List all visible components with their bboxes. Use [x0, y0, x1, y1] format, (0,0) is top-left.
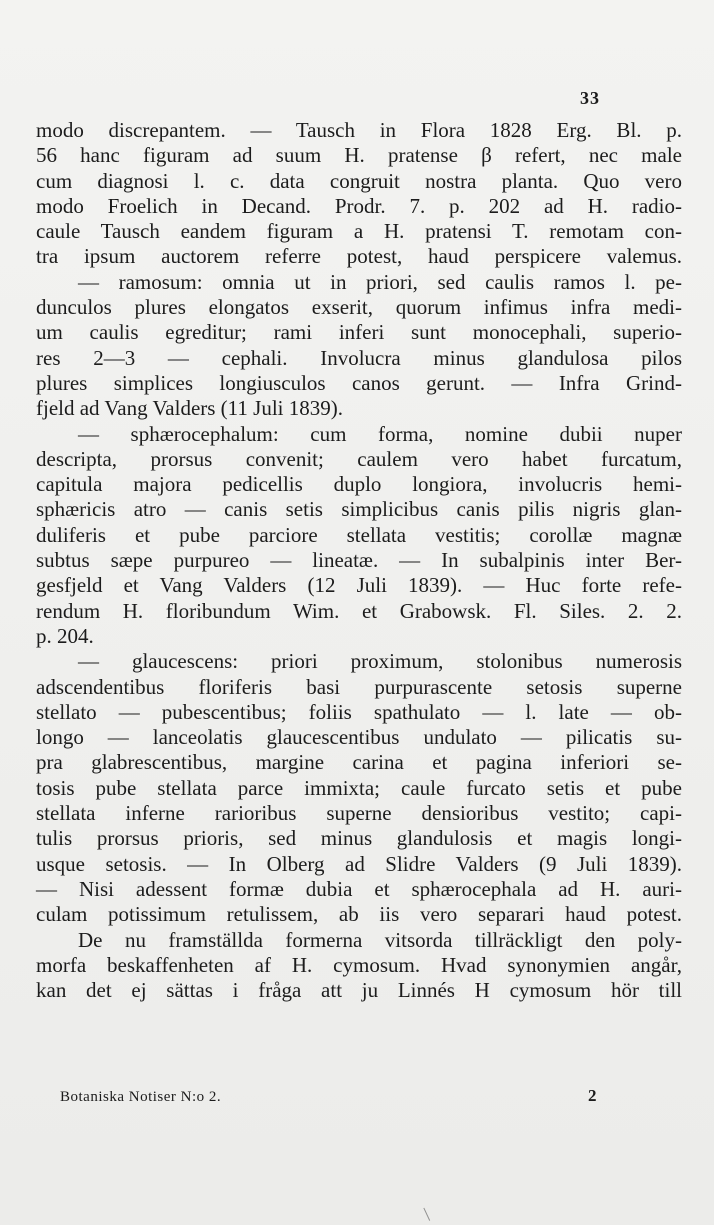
- text-line: usque setosis. — In Olberg ad Slidre Valders (9 Juli 1839).: [36, 851, 682, 876]
- text-line: longo — lanceolatis glaucescentibus undulato — pilicatis su-: [36, 725, 682, 750]
- text-line: pra glabrescentibus, margine carina et pagina inferiori se-: [36, 750, 682, 775]
- text-line: dunculos plures elongatos exserit, quorum infimus infra medi-: [36, 295, 682, 320]
- text-line: stellato — pubescentibus; foliis spathulato — l. late — ob-: [36, 699, 682, 724]
- body-text: [36, 118, 682, 1003]
- text-line: res 2—3 — cephali. Involucra minus glandulosa pilos: [36, 345, 682, 370]
- text-line: p. 204.: [36, 623, 94, 648]
- text-line: — ramosum: omnia ut in priori, sed caulis ramos l. pe-: [78, 269, 682, 294]
- page-artifact-mark: [423, 1205, 435, 1221]
- text-line: tulis prorsus prioris, sed minus glandulosis et magis longi-: [36, 826, 682, 851]
- text-line: subtus sæpe purpureo — lineatæ. — In subalpinis inter Ber-: [36, 548, 682, 573]
- text-line: capitula majora pedicellis duplo longiora, involucris hemi-: [36, 472, 682, 497]
- text-line: um caulis egreditur; rami inferi sunt monocephali, superio-: [36, 320, 682, 345]
- page-number: 33: [580, 88, 600, 108]
- text-line: rendum H. floribundum Wim. et Grabowsk. Fl. Siles. 2. 2.: [36, 598, 682, 623]
- text-line: — sphærocephalum: cum forma, nomine dubii nuper: [78, 421, 682, 446]
- text-line: tra ipsum auctorem referre potest, haud perspicere valemus.: [36, 244, 682, 269]
- signature-mark: 2: [588, 1086, 597, 1105]
- text-line: kan det ej sättas i fråga att ju Linnés H cymosum hör till: [36, 978, 682, 1003]
- text-line: modo discrepantem. — Tausch in Flora 1828 Erg. Bl. p.: [36, 118, 682, 142]
- text-line: caule Tausch eandem figuram a H. pratensi T. remotam con-: [36, 219, 682, 244]
- text-line: gesfjeld et Vang Valders (12 Juli 1839). — Huc forte refe-: [36, 573, 682, 598]
- text-line: adscendentibus floriferis basi purpurascente setosis superne: [36, 674, 682, 699]
- text-line: morfa beskaffenheten af H. cymosum. Hvad synonymien angår,: [36, 952, 682, 977]
- text-line: culam potissimum retulissem, ab iis vero separari haud potest.: [36, 902, 682, 927]
- text-line: — Nisi adessent formæ dubia et sphærocephala ad H. auri-: [36, 876, 682, 901]
- text-line: descripta, prorsus convenit; caulem vero habet furcatum,: [36, 446, 682, 471]
- text-line: tosis pube stellata parce immixta; caule furcato setis et pube: [36, 775, 682, 800]
- text-line: 56 hanc figuram ad suum H. pratense β refert, nec male: [36, 143, 682, 168]
- text-line: — glaucescens: priori proximum, stolonibus numerosis: [78, 649, 682, 674]
- text-line: fjeld ad Vang Valders (11 Juli 1839).: [36, 396, 343, 421]
- journal-footer: Botaniska Notiser N:o 2.: [60, 1089, 222, 1105]
- text-line: modo Froelich in Decand. Prodr. 7. p. 202 ad H. radio-: [36, 193, 682, 218]
- text-line: cum diagnosi l. c. data congruit nostra planta. Quo vero: [36, 168, 682, 193]
- text-line: duliferis et pube parciore stellata vestitis; corollæ magnæ: [36, 522, 682, 547]
- text-line: stellata inferne rarioribus superne densioribus vestito; capi-: [36, 801, 682, 826]
- text-line: De nu framställda formerna vitsorda tillräckligt den poly-: [78, 927, 682, 952]
- text-line: sphæricis atro — canis setis simplicibus canis pilis nigris glan-: [36, 497, 682, 522]
- text-line: plures simplices longiusculos canos gerunt. — Infra Grind-: [36, 370, 682, 395]
